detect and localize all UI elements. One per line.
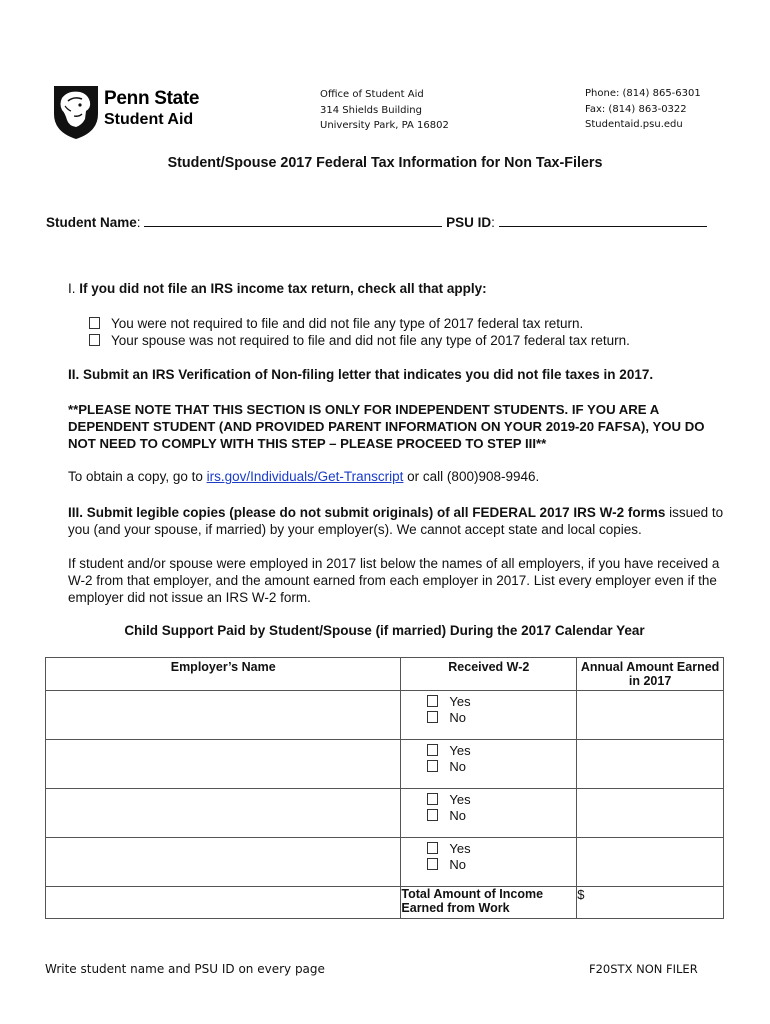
employer-name-cell[interactable] xyxy=(46,691,401,740)
section-1-heading: I. If you did not file an IRS income tax return, check all that apply: xyxy=(68,281,487,296)
w2-cell xyxy=(401,691,577,740)
section-1-option[interactable]: You were not required to file and did not file any type of 2017 federal tax return. xyxy=(89,316,751,333)
irs-transcript-link[interactable]: irs.gov/Individuals/Get-Transcript xyxy=(206,469,404,484)
no-option[interactable]: No xyxy=(427,857,576,873)
yes-option[interactable]: Yes xyxy=(427,694,576,710)
total-empty-cell xyxy=(46,887,401,919)
footer-instruction: Write student name and PSU ID on every page xyxy=(45,962,325,976)
checkbox[interactable] xyxy=(427,858,438,870)
fax: Fax: (814) 863-0322 xyxy=(585,103,687,115)
yes-option[interactable]: Yes xyxy=(427,743,576,759)
no-option[interactable]: No xyxy=(427,710,576,726)
yes-option[interactable]: Yes xyxy=(427,841,576,857)
section-2-heading: II. Submit an IRS Verification of Non-filing letter that indicates you did not file taxes in 2017. xyxy=(68,367,654,382)
section-1-option[interactable]: Your spouse was not required to file and did not file any type of 2017 federal tax return. xyxy=(89,333,751,350)
table-total-row xyxy=(46,887,724,919)
total-label: Total Amount of Income Earned from Work xyxy=(401,887,577,919)
checkbox[interactable] xyxy=(427,711,438,723)
address-line: Office of Student Aid xyxy=(320,89,424,100)
yes-option[interactable]: Yes xyxy=(427,792,576,808)
employer-table xyxy=(45,657,724,919)
section-3-heading: III. Submit legible copies (please do not submit originals) of all FEDERAL 2017 IRS W-2 forms issued to you (and your spouse, if married) by your employer(s). We cannot accept state and local copies. xyxy=(68,505,724,537)
checkbox[interactable] xyxy=(427,842,438,854)
no-option[interactable]: No xyxy=(427,808,576,824)
amount-cell[interactable] xyxy=(577,691,724,740)
student-info-line: Student Name: PSU ID: xyxy=(46,215,707,230)
table-row xyxy=(46,740,724,789)
independent-student-note: **PLEASE NOTE THAT THIS SECTION IS ONLY FOR INDEPENDENT STUDENTS. IF YOU ARE A DEPENDENT STUDENT (AND PROVIDED PARENT INFORMATION ON YOUR 2019-20 FAFSA), YOU DO NOT NEED TO COMPLY WITH THIS STEP – PLEASE PROCEED TO STEP III** xyxy=(68,402,705,451)
table-caption: Child Support Paid by Student/Spouse (if married) During the 2017 Calendar Year xyxy=(124,623,645,638)
obtain-copy-text: To obtain a copy, go to irs.gov/Individuals/Get-Transcript or call (800)908-9946. xyxy=(68,469,540,484)
employer-name-cell[interactable] xyxy=(46,740,401,789)
penn-state-logo xyxy=(52,84,202,140)
checkbox[interactable] xyxy=(427,793,438,805)
employer-name-cell[interactable] xyxy=(46,838,401,887)
website: Studentaid.psu.edu xyxy=(585,119,683,130)
psu-id-field[interactable] xyxy=(499,215,707,227)
w2-cell xyxy=(401,789,577,838)
col-annual-amount: Annual Amount Earned in 2017 xyxy=(577,658,724,691)
checkbox[interactable] xyxy=(427,760,438,772)
w2-cell xyxy=(401,838,577,887)
checkbox[interactable] xyxy=(427,744,438,756)
employer-instructions: If student and/or spouse were employed in 2017 list below the names of all employers, if you have received a W-2 from that employer, and the amount earned from each employer in 2017. List every employer even if the employer did not issue an IRS W-2 form. xyxy=(68,556,720,605)
form-title: Student/Spouse 2017 Federal Tax Information for Non Tax-Filers xyxy=(167,155,603,171)
checkbox[interactable] xyxy=(427,695,438,707)
checkbox[interactable] xyxy=(89,317,100,329)
table-header-row xyxy=(46,658,724,691)
student-name-field[interactable] xyxy=(144,215,442,227)
table-row xyxy=(46,691,724,740)
form-code: F20STX NON FILER xyxy=(589,962,698,976)
checkbox[interactable] xyxy=(89,334,100,346)
nittany-lion-shield-icon xyxy=(52,84,100,140)
amount-cell[interactable] xyxy=(577,838,724,887)
logo-line2: Student Aid xyxy=(104,111,194,128)
amount-cell[interactable] xyxy=(577,740,724,789)
table-row xyxy=(46,789,724,838)
phone: Phone: (814) 865-6301 xyxy=(585,88,701,99)
w2-cell xyxy=(401,740,577,789)
office-contact xyxy=(585,86,701,133)
col-received-w2: Received W-2 xyxy=(401,658,577,691)
logo-line1: Penn State xyxy=(104,88,200,109)
checkbox[interactable] xyxy=(427,809,438,821)
no-option[interactable]: No xyxy=(427,759,576,775)
address-line: 314 Shields Building xyxy=(320,104,422,116)
employer-name-cell[interactable] xyxy=(46,789,401,838)
student-name-label: Student Name xyxy=(46,215,137,230)
col-employer-name: Employer’s Name xyxy=(46,658,401,691)
table-row xyxy=(46,838,724,887)
total-amount-cell[interactable]: $ xyxy=(577,887,724,919)
office-address xyxy=(320,87,449,134)
amount-cell[interactable] xyxy=(577,789,724,838)
address-line: University Park, PA 16802 xyxy=(320,120,449,131)
psu-id-label: PSU ID xyxy=(446,215,492,230)
